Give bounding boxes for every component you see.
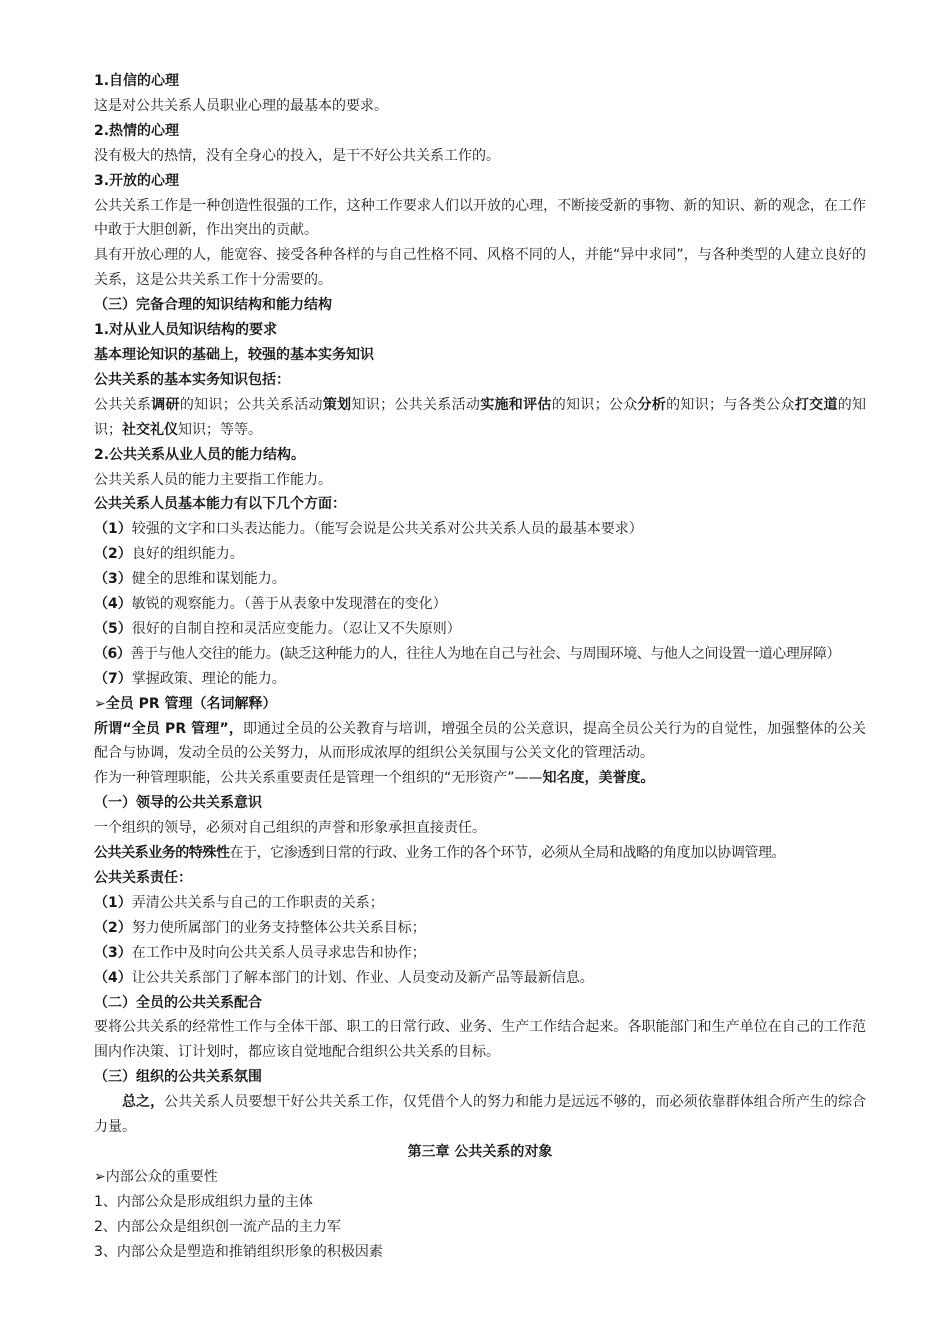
paragraph-cooperation: 要将公共关系的经常性工作与全体干部、职工的日常行政、业务、生产工作结合起来。各职能部门和生产单位在自己的工作范围内作决策、订计划时，都应该自觉地配合组织公共关系的目标。: [94, 1019, 866, 1061]
list-number: （3）: [94, 944, 132, 961]
paragraph-leadership: 一个组织的领导，必须对自己组织的声誉和形象承担直接责任。: [94, 820, 486, 837]
chapter-title: 第三章 公共关系的对象: [407, 1143, 553, 1160]
ability-item-2: [94, 542, 866, 567]
paragraph-intangible-asset: [94, 766, 866, 791]
bold-run: 社交礼仪: [122, 421, 178, 438]
list-text: 健全的思维和谋划能力。: [131, 571, 286, 588]
text-run: 作为一种管理职能，公共关系重要责任是管理一个组织的“无形资产”——: [94, 770, 543, 787]
paragraph-knowledge-items: [94, 393, 866, 443]
list-text: 在工作中及时向公共关系人员寻求忠告和协作；: [131, 944, 426, 961]
list-number: （7）: [94, 670, 132, 687]
heading-internal-public: [94, 1165, 866, 1190]
list-number: （5）: [94, 620, 132, 637]
section-heading-knowledge-ability: （三）完备合理的知识结构和能力结构: [94, 297, 332, 314]
list-text: 善于与他人交往的能力。(缺乏这种能力的人，往往人为地在自己与社会、与周围环境、与他人之间设置一道心理屏障）: [130, 645, 841, 662]
arrow-bullet-icon: ➢: [94, 695, 106, 712]
list-text: 很好的自制自控和灵活应变能力。（忍让又不失原则）: [131, 620, 461, 637]
text-run: 的知识；: [94, 396, 867, 438]
bold-run: 实施和评估: [480, 396, 552, 413]
list-text: 弄清公共关系与自己的工作职责的关系；: [131, 894, 384, 911]
section-heading-enthusiasm: 2.热情的心理: [94, 122, 180, 139]
ability-list-title: 公共关系人员基本能力有以下几个方面：: [94, 496, 346, 513]
list-text: 敏锐的观察能力。（善于从表象中发现潜在的变化）: [131, 596, 447, 613]
duty-list-title: 公共关系责任：: [94, 870, 192, 886]
list-text: 良好的组织能力。: [131, 546, 244, 563]
list-text: 让公共关系部门了解本部门的计划、作业、人员变动及新产品等最新信息。: [131, 969, 594, 986]
list-number: （1）: [94, 894, 132, 911]
heading-staff-cooperation: （二）全员的公共关系配合: [94, 994, 262, 1011]
bold-run: 知名度，美誉度。: [542, 770, 655, 787]
arrow-bullet-icon: ➢: [94, 1168, 106, 1185]
text-run: 的知识；与各类公众: [666, 396, 795, 413]
bold-run: 所谓“全员 PR 管理”，: [94, 720, 243, 737]
ability-item-6: [94, 642, 866, 667]
heading-full-staff-pr: [94, 692, 866, 717]
list-text: 较强的文字和口头表达能力。（能写会说是公共关系对公共关系人员的最基本要求）: [131, 521, 643, 538]
heading-leadership-awareness: （一）领导的公共关系意识: [94, 795, 262, 812]
text-run: 知识；公共关系活动: [351, 396, 481, 413]
text-run: 的知识；公众: [551, 396, 638, 413]
text-run: 公共关系人员要想干好公共关系工作，仅凭借个人的努力和能力是远远不够的，而必须依靠群体组合所产生的综合力量。: [94, 1094, 867, 1136]
text-run: 公共关系: [94, 396, 152, 413]
text-run: 的知识；公共关系活动: [179, 396, 323, 413]
text-run: 在于，它渗透到日常的行政、业务工作的各个环节，必须从全局和战略的角度加以协调管理。: [229, 845, 786, 862]
ability-item-7: [94, 667, 866, 692]
subheading-knowledge-basis: 基本理论知识的基础上，较强的基本实务知识: [94, 346, 374, 363]
list-text: 努力使所属部门的业务支持整体公共关系目标；: [131, 919, 426, 936]
duty-item-2: [94, 916, 866, 941]
list-number: （6）: [94, 645, 131, 662]
bold-run: 打交道: [794, 396, 838, 413]
paragraph-ability-intro: 公共关系人员的能力主要指工作能力。: [94, 471, 332, 488]
bold-run: 调研: [151, 396, 180, 413]
heading-text: 内部公众的重要性: [105, 1168, 218, 1185]
paragraph-summary: [94, 1090, 866, 1140]
text-run: 知识；等等。: [178, 421, 262, 438]
paragraph-openness-1: 公共关系工作是一种创造性很强的工作，这种工作要求人们以开放的心理，不断接受新的事物、新的知识、新的观念，在工作中敢于大胆创新，作出突出的贡献。: [94, 197, 866, 239]
bold-run: 策划: [322, 396, 352, 413]
ability-item-5: [94, 617, 866, 642]
duty-item-1: [94, 891, 866, 916]
list-number: （1）: [94, 521, 132, 538]
section-heading-confidence: 1.自信的心理: [94, 73, 180, 89]
document-page: [94, 69, 866, 1265]
subheading-knowledge-structure: 1.对从业人员知识结构的要求: [94, 322, 278, 339]
bold-run: 分析: [637, 396, 667, 413]
list-number: （2）: [94, 546, 132, 563]
internal-item-2: 2、内部公众是组织创一流产品的主力军: [94, 1218, 341, 1235]
text-run: 即通过全员的公关教育与培训，增强全员的公关意识，提高全员公关行为的自觉性，加强整体的公关配合与协调，发动全员的公关努力，从而形成浓厚的组织公关氛围与公关文化的管理活动。: [94, 720, 866, 762]
paragraph-enthusiasm: 没有极大的热情，没有全身心的投入，是干不好公共关系工作的。: [94, 147, 500, 164]
bold-run: 总之，: [122, 1094, 165, 1111]
subheading-ability-structure: 2.公共关系从业人员的能力结构。: [94, 446, 306, 463]
paragraph-confidence: 这是对公共关系人员职业心理的最基本的要求。: [94, 97, 388, 114]
list-number: （2）: [94, 919, 132, 936]
internal-item-3: 3、内部公众是塑造和推销组织形象的积极因素: [94, 1243, 383, 1260]
duty-item-4: [94, 966, 866, 991]
ability-item-1: [94, 517, 866, 542]
list-number: （4）: [94, 596, 132, 613]
heading-organization-atmosphere: （三）组织的公共关系氛围: [94, 1069, 262, 1086]
bold-run: 公共关系业务的特殊性: [94, 845, 230, 862]
section-heading-openness: 3.开放的心理: [94, 172, 180, 189]
duty-item-3: [94, 941, 866, 966]
paragraph-special-nature: [94, 841, 866, 866]
list-text: 掌握政策、理论的能力。: [131, 670, 286, 687]
ability-item-3: [94, 567, 866, 592]
ability-item-4: [94, 592, 866, 617]
heading-text: 全员 PR 管理（名词解释）: [105, 695, 277, 712]
paragraph-openness-2: 具有开放心理的人，能宽容、接受各种各样的与自己性格不同、风格不同的人，并能“异中求同”，与各种类型的人建立良好的关系，这是公共关系工作十分需要的。: [94, 247, 866, 289]
internal-item-1: 1、内部公众是形成组织力量的主体: [94, 1193, 313, 1210]
knowledge-list-title: 公共关系的基本实务知识包括：: [94, 371, 290, 388]
list-number: （4）: [94, 969, 132, 986]
paragraph-full-staff-pr: [94, 717, 866, 767]
list-number: （3）: [94, 571, 132, 588]
